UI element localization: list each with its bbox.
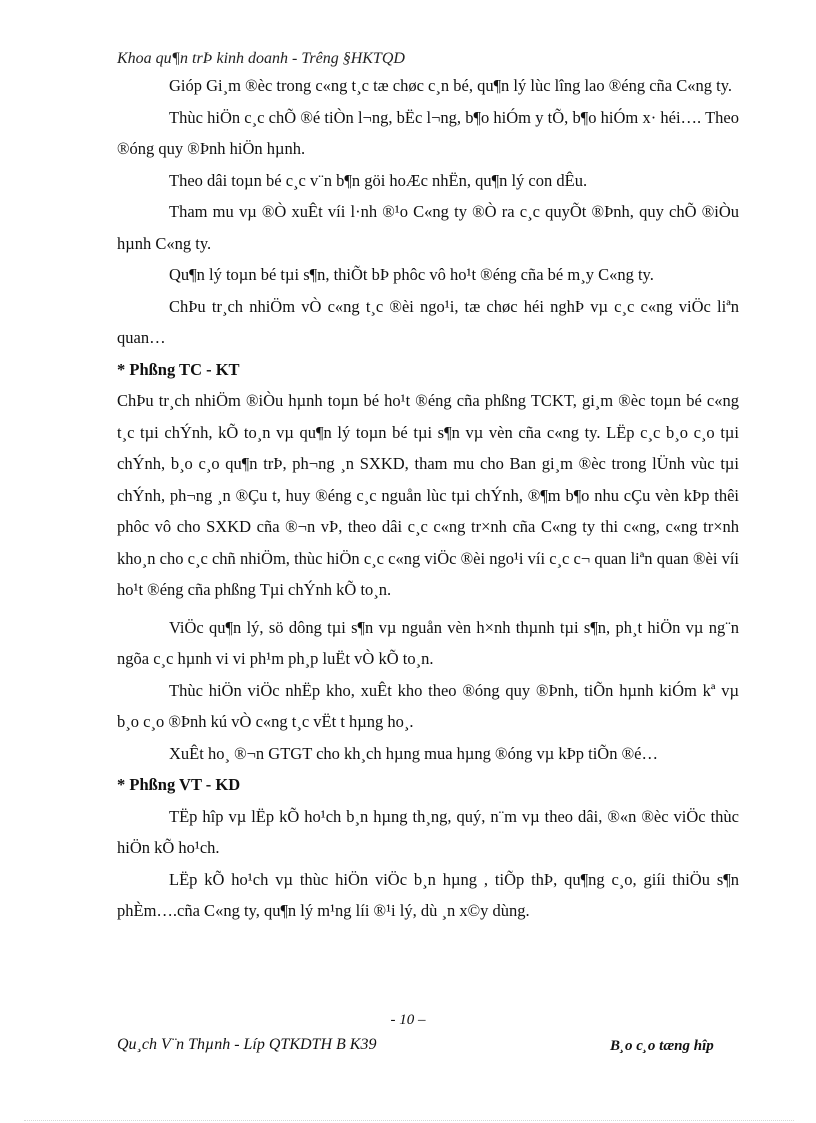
page-header: Khoa qu¶n trÞ kinh doanh - Trêng §HKTQD [117,50,405,67]
paragraph: LËp kÕ ho¹ch vµ thùc hiÖn viÖc b¸n hµng , tiÕp thÞ, qu¶ng c¸o, giíi thiÖu s¶n phÈm….cña C«ng ty, qu¶n lý m¹ng líi ®¹i lý, dù ¸n x©y dùng. [117,869,739,920]
body-text [117,70,739,927]
footer-author: Qu¸ch V¨n Thµnh - Líp QTKDTH B K39 [117,1036,377,1053]
footer-report-title: B¸o c¸o tæng hîp [610,1038,714,1054]
paragraph: Theo dâi toµn bé c¸c v¨n b¶n göi hoÆc nhËn, qu¶n lý con dÊu. [169,170,588,190]
section-heading-tckt: * Phßng TC - KT [117,359,240,379]
paragraph: XuÊt ho¸ ®¬n GTGT cho kh¸ch hµng mua hµng ®óng vµ kÞp tiÕn ®é… [169,743,658,763]
page-number: - 10 – [390,1012,426,1028]
paragraph: ViÖc qu¶n lý, sö dông tµi s¶n vµ nguån vèn h×nh thµnh tµi s¶n, ph¸t hiÖn vµ ng¨n ngõa c¸c hµnh vi vi ph¹m ph¸p luËt vÒ kÕ to¸n. [117,617,739,668]
section-heading-vtkd: * Phßng VT - KD [117,775,241,794]
paragraph: Tham mu vµ ®Ò xuÊt víi l·nh ®¹o C«ng ty ®Ò ra c¸c quyÕt ®Þnh, quy chÕ ®iÒu hµnh C«ng ty. [117,202,739,253]
paragraph: ChÞu tr¸ch nhiÖm ®iÒu hµnh toµn bé ho¹t ®éng cña phßng TCKT, gi¸m ®èc toµn bé c«ng t¸c tµi chÝnh, kÕ to¸n vµ qu¶n lý toµn bé tµi s¶n vµ vèn cña c«ng ty. LËp c¸c b¸o c¸o tµi chÝnh, b¸o c¸o qu¶n trÞ, ph¬ng ¸n SXKD, tham mu cho Ban gi¸m ®èc trong lÜnh vùc tµi chÝnh, ph¬ng ¸n ®Çu t, huy ®éng c¸c nguån lùc tµi chÝnh, ®¶m b¶o nhu cÇu vèn kÞp thêi phôc vô cho SXKD cña ®¬n vÞ, theo dâi c¸c c«ng tr×nh cña C«ng ty thi c«ng, c«ng tr×nh kho¸n cho c¸c chñ nhiÖm, thùc hiÖn c¸c c«ng viÖc ®èi ngo¹i víi c¸c c¬ quan liªn quan ®èi víi ho¹t ®éng cña phßng Tµi chÝnh kÕ to¸n. [117,391,739,599]
page-bottom-rule [24,1120,794,1121]
paragraph: Thùc hiÖn viÖc nhËp kho, xuÊt kho theo ®óng quy ®Þnh, tiÕn hµnh kiÓm kª vµ b¸o c¸o ®Þnh kú vÒ c«ng t¸c vËt t hµng ho¸. [117,680,739,731]
paragraph: TËp hîp vµ lËp kÕ ho¹ch b¸n hµng th¸ng, quý, n¨m vµ theo dâi, ®«n ®èc viÖc thùc hiÖn kÕ ho¹ch. [117,806,739,857]
paragraph: ChÞu tr¸ch nhiÖm vÒ c«ng t¸c ®èi ngo¹i, tæ chøc héi nghÞ vµ c¸c c«ng viÖc liªn quan… [117,296,739,347]
paragraph: Qu¶n lý toµn bé tµi s¶n, thiÕt bÞ phôc vô ho¹t ®éng cña bé m¸y C«ng ty. [169,265,654,284]
paragraph: Thùc hiÖn c¸c chÕ ®é tiÒn l¬ng, bËc l¬ng, b¶o hiÓm y tÕ, b¶o hiÓm x· héi…. Theo ®óng quy ®Þnh hiÖn hµnh. [117,107,739,158]
paragraph: Gióp Gi¸m ®èc trong c«ng t¸c tæ chøc c¸n bé, qu¶n lý lùc lîng lao ®éng cña C«ng ty. [169,76,733,95]
